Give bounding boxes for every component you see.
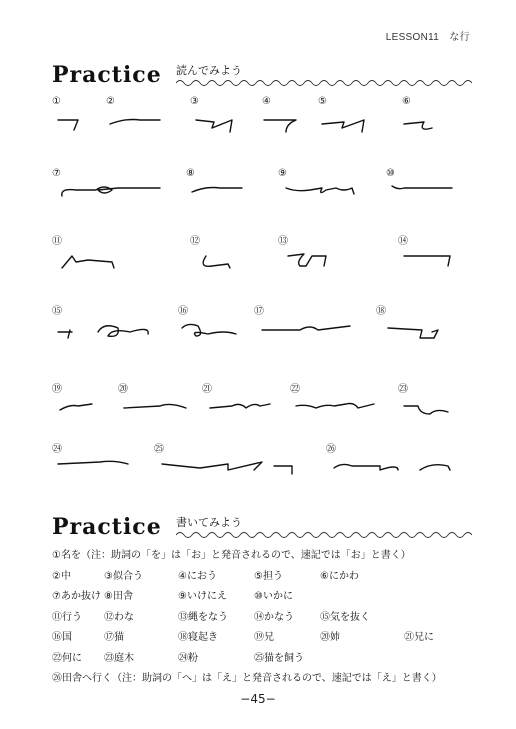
shorthand-stroke [286, 188, 354, 194]
page-number: −45− [240, 692, 276, 706]
shorthand-stroke [296, 404, 374, 409]
shorthand-stroke [262, 326, 350, 330]
shorthand-stroke [288, 254, 326, 266]
exercise-item: ㉑兄に [404, 632, 434, 643]
exercise-item: ⑫わな [104, 611, 134, 623]
item-number: ⑮ [52, 306, 62, 317]
exercise-item: ⑧田舎 [104, 591, 133, 602]
exercise-row [52, 628, 492, 649]
item-number: ⑪ [52, 236, 62, 247]
exercise-item: ①名を（注：助詞の「を」は「お」と発音されるので、速記では「お」と書く） [52, 550, 411, 561]
shorthand-stroke [404, 122, 432, 129]
lesson-header: LESSON11 な行 [385, 32, 470, 43]
shorthand-stroke [162, 462, 292, 474]
item-number: ② [106, 96, 115, 107]
exercise-item: ㉔粉 [178, 652, 198, 664]
exercise-item: ⑪行う [52, 611, 82, 623]
item-number: ⑨ [278, 168, 287, 179]
shorthand-stroke [196, 120, 232, 132]
exercise-item: ㉓庭木 [104, 652, 134, 664]
exercise-row [52, 546, 492, 567]
exercise-item: ④におう [178, 570, 217, 582]
item-number: ⑤ [318, 96, 327, 107]
item-number: ⑭ [398, 236, 408, 247]
item-number: ㉑ [202, 384, 212, 395]
writing-exercise-list [52, 546, 492, 690]
item-number: ⑦ [52, 168, 61, 179]
shorthand-stroke [62, 256, 114, 268]
exercise-item: ②中 [52, 570, 71, 582]
exercise-item: ③似合う [104, 570, 143, 582]
item-number: ⑲ [52, 384, 62, 395]
exercise-row [52, 567, 492, 588]
shorthand-stroke [203, 256, 230, 268]
exercise-item: ⑮気を抜く [320, 611, 370, 623]
shorthand-stroke [60, 404, 92, 410]
shorthand-stroke [182, 324, 236, 336]
exercise-item: ⑭かなう [254, 611, 294, 623]
item-number: ㉒ [290, 384, 300, 395]
shorthand-stroke [110, 120, 160, 125]
exercise-item: ⑥にかわ [320, 570, 359, 582]
exercise-item: ⑱寝起き [178, 632, 218, 643]
shorthand-stroke [404, 406, 448, 414]
shorthand-stroke [58, 120, 78, 130]
item-number: ⑱ [376, 306, 386, 317]
item-number: ㉖ [326, 444, 336, 455]
exercise-item: ⑩いかに [254, 591, 293, 602]
practice-logo: Practice [52, 62, 162, 88]
exercise-row [52, 587, 492, 608]
exercise-item: ⑦あか抜け [52, 591, 101, 602]
shorthand-stroke [388, 328, 438, 338]
shorthand-stroke [404, 256, 450, 266]
item-number: ㉕ [154, 444, 164, 455]
item-number: ④ [262, 96, 271, 107]
shorthand-stroke [392, 186, 452, 189]
exercise-item: ⑲兄 [254, 632, 274, 643]
item-number: ⑩ [386, 168, 395, 179]
shorthand-stroke [124, 404, 186, 408]
shorthand-stroke [264, 120, 296, 132]
exercise-item: ㉖田舎へ行く（注：助詞の「へ」は「え」と発音されるので、速記では「え」と書く） [52, 673, 442, 684]
exercise-item: ⑤担う [254, 570, 283, 582]
exercise-item: ⑰猫 [104, 632, 124, 643]
exercise-row [52, 669, 492, 690]
item-number: ⑧ [186, 168, 195, 179]
item-number: ㉔ [52, 444, 62, 455]
exercise-item: ⑬縄をなう [178, 611, 228, 623]
shorthand-stroke [322, 120, 364, 132]
item-number: ㉓ [398, 384, 408, 395]
exercise-row [52, 649, 492, 670]
exercise-item: ⑨いけにえ [178, 591, 227, 602]
shorthand-stroke [62, 187, 160, 196]
item-number: ③ [190, 96, 199, 107]
item-number: ⑯ [178, 306, 188, 317]
shorthand-stroke [210, 404, 270, 408]
exercise-item: ㉒何に [52, 652, 82, 664]
section-subtitle: 読んでみよう [176, 64, 242, 77]
section-subtitle: 書いてみよう [176, 516, 242, 529]
exercise-row [52, 608, 492, 629]
item-number: ① [52, 96, 61, 107]
item-number: ⑬ [278, 236, 288, 247]
shorthand-stroke [58, 461, 128, 464]
exercise-item: ⑳姉 [320, 632, 340, 643]
practice-logo: Practice [52, 514, 162, 540]
item-number: ⑫ [190, 236, 200, 247]
shorthand-stroke [192, 188, 242, 193]
item-number: ⑳ [118, 384, 128, 395]
shorthand-stroke [58, 326, 148, 338]
shorthand-stroke [334, 464, 450, 470]
item-number: ⑰ [254, 306, 264, 317]
item-number: ⑥ [402, 96, 411, 107]
exercise-item: ⑯国 [52, 632, 72, 643]
exercise-item: ㉕猫を飼う [254, 652, 304, 664]
